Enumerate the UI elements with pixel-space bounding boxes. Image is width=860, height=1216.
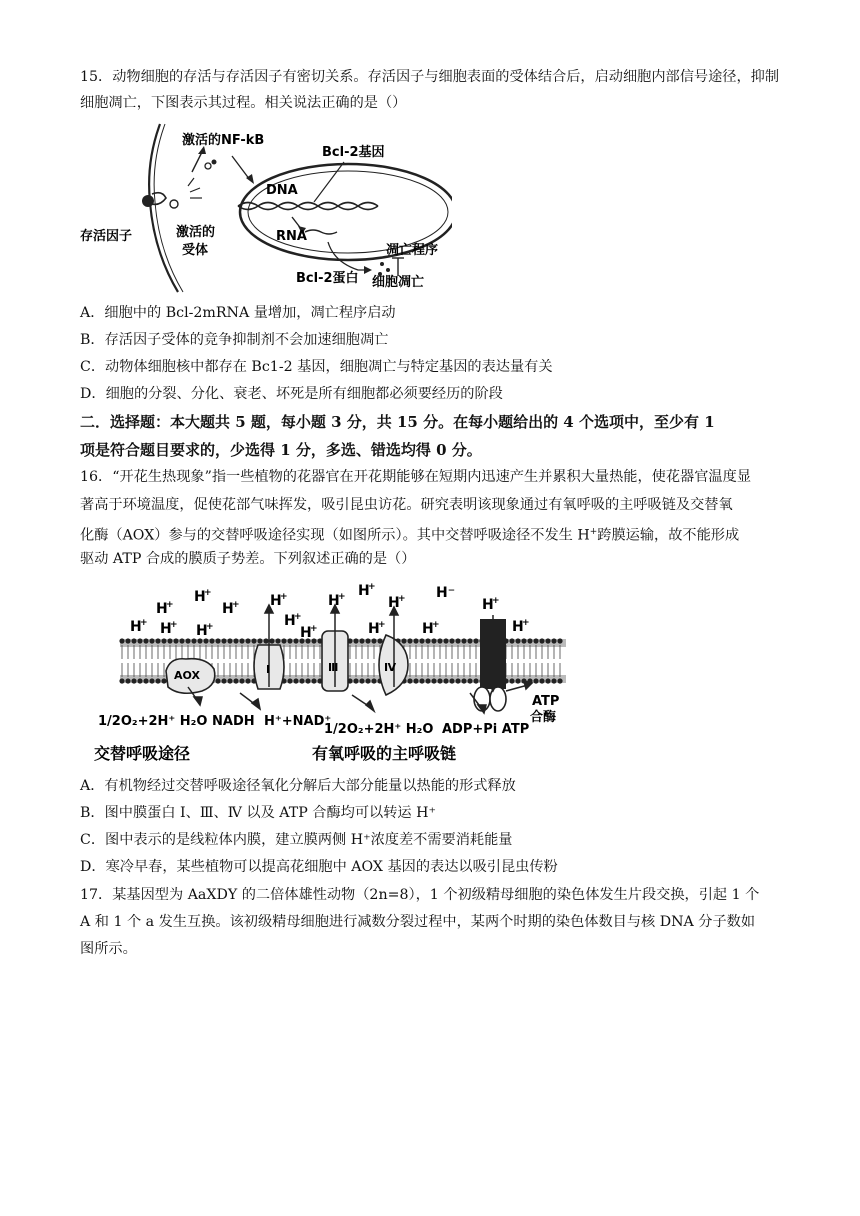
label-eq-left: 1/2O₂+2H⁺ H₂O — [98, 714, 208, 729]
q15-option-b[interactable]: B．存活因子受体的竞争抑制剂不会加速细胞凋亡 — [80, 332, 389, 348]
label-receptor-2: 受体 — [182, 243, 209, 258]
svg-text:+: + — [166, 600, 174, 610]
q16-stem-l4: 驱动 ATP 合成的膜质子势差。下列叙述正确的是（） — [80, 551, 416, 567]
label-cell-apoptosis: 细胞凋亡 — [372, 275, 425, 290]
label-apoptosis-program: 凋亡程序 — [386, 243, 439, 258]
q15-stem: 15．动物细胞的存活与存活因子有密切关系。存活因子与细胞表面的受体结合后，启动细胞内部信号途径，抑制细胞凋亡，下图表示其过程。相关说法正确的是（） — [80, 69, 780, 111]
label-complex-iv: Ⅳ — [384, 661, 397, 674]
svg-text:H: H — [130, 619, 142, 635]
svg-text:+: + — [432, 620, 440, 630]
svg-text:+: + — [398, 594, 406, 604]
label-nadh: NADH — [212, 714, 255, 729]
svg-text:+: + — [492, 596, 500, 606]
svg-text:H: H — [368, 621, 380, 637]
svg-text:+: + — [232, 600, 240, 610]
label-alternative-pathway: 交替呼吸途径 — [94, 744, 191, 763]
q17-stem-l2: A 和 1 个 a 发生互换。该初级精母细胞进行减数分裂过程中，某两个时期的染色体数目与核 DNA 分子数如 — [80, 914, 756, 930]
section2-heading-2: 项是符合题目要求的，少选得 1 分，多选、错选均得 0 分。 — [80, 441, 482, 459]
svg-text:H: H — [222, 601, 234, 617]
label-atp-synthase-2: 合酶 — [530, 710, 557, 725]
label-rna: RNA — [276, 229, 307, 244]
svg-text:H: H — [284, 613, 296, 629]
q16-option-d[interactable]: D．寒冷早春，某些植物可以提高花细胞中 AOX 基因的表达以吸引昆虫传粉 — [80, 859, 558, 875]
svg-text:+: + — [170, 620, 178, 630]
svg-text:+: + — [204, 588, 212, 598]
svg-text:+: + — [368, 582, 376, 592]
q15-option-d[interactable]: D．细胞的分裂、分化、衰老、坏死是所有细胞都必须要经历的阶段 — [80, 386, 503, 402]
svg-text:+: + — [522, 618, 530, 628]
svg-text:H: H — [156, 601, 168, 617]
svg-text:H: H — [482, 597, 494, 613]
svg-text:H: H — [270, 593, 282, 609]
label-complex-i: I — [266, 663, 271, 676]
label-adp: ADP+Pi ATP — [442, 722, 530, 737]
label-bcl2-gene: Bcl-2基因 — [322, 145, 385, 160]
svg-text:+: + — [378, 620, 386, 630]
svg-text:+: + — [338, 592, 346, 602]
q16-figure — [80, 575, 570, 770]
q16-stem-l3: 化酶（AOX）参与的交替呼吸途径实现（如图所示）。其中交替呼吸途径不发生 H+跨膜运输，故不能形成 — [80, 527, 740, 544]
section2-heading-1: 二．选择题：本大题共 5 题，每小题 3 分，共 15 分。在每小题给出的 4 个选项中，至少有 1 — [80, 413, 715, 431]
svg-text:H: H — [388, 595, 400, 611]
label-atp-synthase-1: ATP — [532, 694, 560, 709]
svg-text:H: H — [300, 625, 312, 641]
svg-text:+: + — [280, 592, 288, 602]
svg-text:H⁻: H⁻ — [436, 585, 456, 601]
label-nfkb: 激活的NF-kB — [182, 133, 265, 148]
svg-text:+: + — [140, 618, 148, 628]
q16-stem-l2: 著高于环境温度，促使花部气味挥发，吸引昆虫访花。研究表明该现象通过有氧呼吸的主呼吸链及交替氧 — [80, 497, 733, 513]
svg-text:H: H — [328, 593, 340, 609]
label-eq-right: 1/2O₂+2H⁺ H₂O — [324, 722, 434, 737]
svg-text:H: H — [358, 583, 370, 599]
q16-option-c[interactable]: C．图中表示的是线粒体内膜，建立膜两侧 H⁺浓度差不需要消耗能量 — [80, 832, 513, 848]
survival-factor-shape — [142, 195, 154, 207]
label-dna: DNA — [266, 183, 298, 198]
svg-text:H: H — [512, 619, 524, 635]
svg-text:+: + — [206, 622, 214, 632]
label-bcl2-protein: Bcl-2蛋白 — [296, 271, 359, 286]
q16-option-b[interactable]: B．图中膜蛋白 I、Ⅲ、Ⅳ 以及 ATP 合酶均可以转运 H⁺ — [80, 805, 436, 821]
svg-text:H: H — [194, 589, 206, 605]
label-aox: AOX — [174, 669, 200, 682]
label-survival-factor: 存活因子 — [80, 229, 133, 244]
q15-option-a[interactable]: A．细胞中的 Bcl-2mRNA 量增加，凋亡程序启动 — [80, 305, 396, 321]
svg-text:+: + — [294, 612, 302, 622]
svg-text:H: H — [422, 621, 434, 637]
label-main-chain: 有氧呼吸的主呼吸链 — [312, 744, 457, 763]
q16-option-a[interactable]: A．有机物经过交替呼吸途径氧化分解后大部分能量以热能的形式释放 — [80, 778, 516, 794]
q17-stem-l3: 图所示。 — [80, 941, 137, 957]
label-receptor-1: 激活的 — [176, 225, 216, 240]
q17-stem-l1: 17．某基因型为 AaXDY 的二倍体雄性动物（2n=8），1 个初级精母细胞的染色体发生片段交换，引起 1 个 — [80, 887, 760, 903]
q15-figure — [80, 122, 452, 294]
svg-text:H: H — [160, 621, 172, 637]
label-nad: H⁺+NAD⁺ — [264, 714, 332, 729]
svg-text:+: + — [310, 624, 318, 634]
svg-text:H: H — [196, 623, 208, 639]
q16-stem-l1: 16．“开花生热现象”指一些植物的花器官在开花期能够在短期内迅速产生并累积大量热能，使花器官温度显 — [80, 469, 752, 485]
q15-option-c[interactable]: C．动物体细胞核中都存在 Bc1-2 基因，细胞凋亡与特定基因的表达量有关 — [80, 359, 553, 375]
label-complex-iii: Ⅲ — [328, 661, 339, 674]
